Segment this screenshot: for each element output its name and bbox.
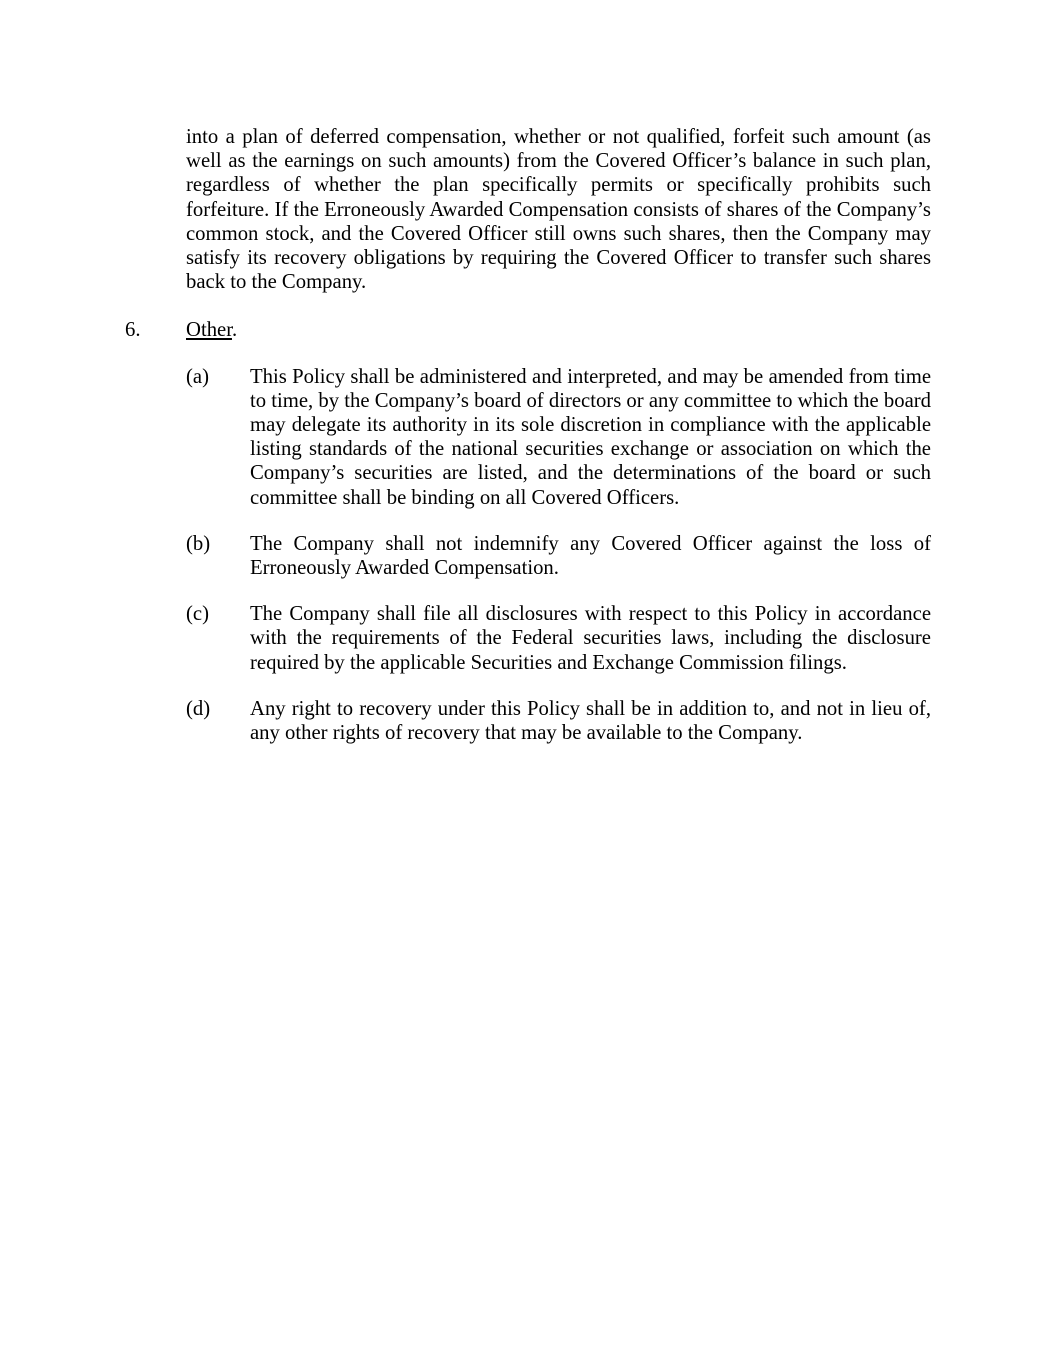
list-item-text: The Company shall not indemnify any Covered Officer against the loss of Erroneously Awarded Compensation. — [250, 532, 931, 580]
list-item-text: The Company shall file all disclosures with respect to this Policy in accordance with the requirements of the Federal securities laws, including the disclosure required by the applicable Securities and Exchange Commission filings. — [250, 603, 931, 674]
list-item-label: (a) — [186, 365, 209, 388]
section-number: 6. — [125, 319, 141, 342]
list-item-label: (c) — [186, 603, 209, 626]
list-item-text: Any right to recovery under this Policy shall be in addition to, and not in lieu of, any other rights of recovery that may be available to the Company. — [250, 697, 931, 745]
list-item-label: (d) — [186, 697, 211, 720]
list-item-c — [186, 602, 931, 675]
list-item-b — [186, 532, 931, 580]
intro-paragraph: into a plan of deferred compensation, whether or not qualified, forfeit such amount (as well as the earnings on such amounts) from the Covered Officer’s balance in such plan, regardless of whether the plan specifically permits or specifically prohibits such forfeiture. If the Erroneously Awarded Compensation consists of shares of the Company’s common stock, and the Covered Officer still owns such shares, then the Company may satisfy its recovery obligations by requiring the Covered Officer to transfer such shares back to the Company. — [186, 126, 931, 294]
list-item-text: This Policy shall be administered and interpreted, and may be amended from time to time, by the Company’s board of directors or any committee to which the board may delegate its authority in its sole discretion in compliance with the applicable listing standards of the national securities exchange or association on which the Company’s securities are listed, and the determinations of the board or such committee shall be binding on all Covered Officers. — [250, 365, 931, 509]
list-item-a — [186, 365, 931, 510]
section-heading — [125, 318, 931, 342]
list-item-d — [186, 697, 931, 745]
section-title-period: . — [231, 319, 238, 342]
section-title: Other — [186, 319, 232, 342]
list-item-label: (b) — [186, 532, 211, 555]
